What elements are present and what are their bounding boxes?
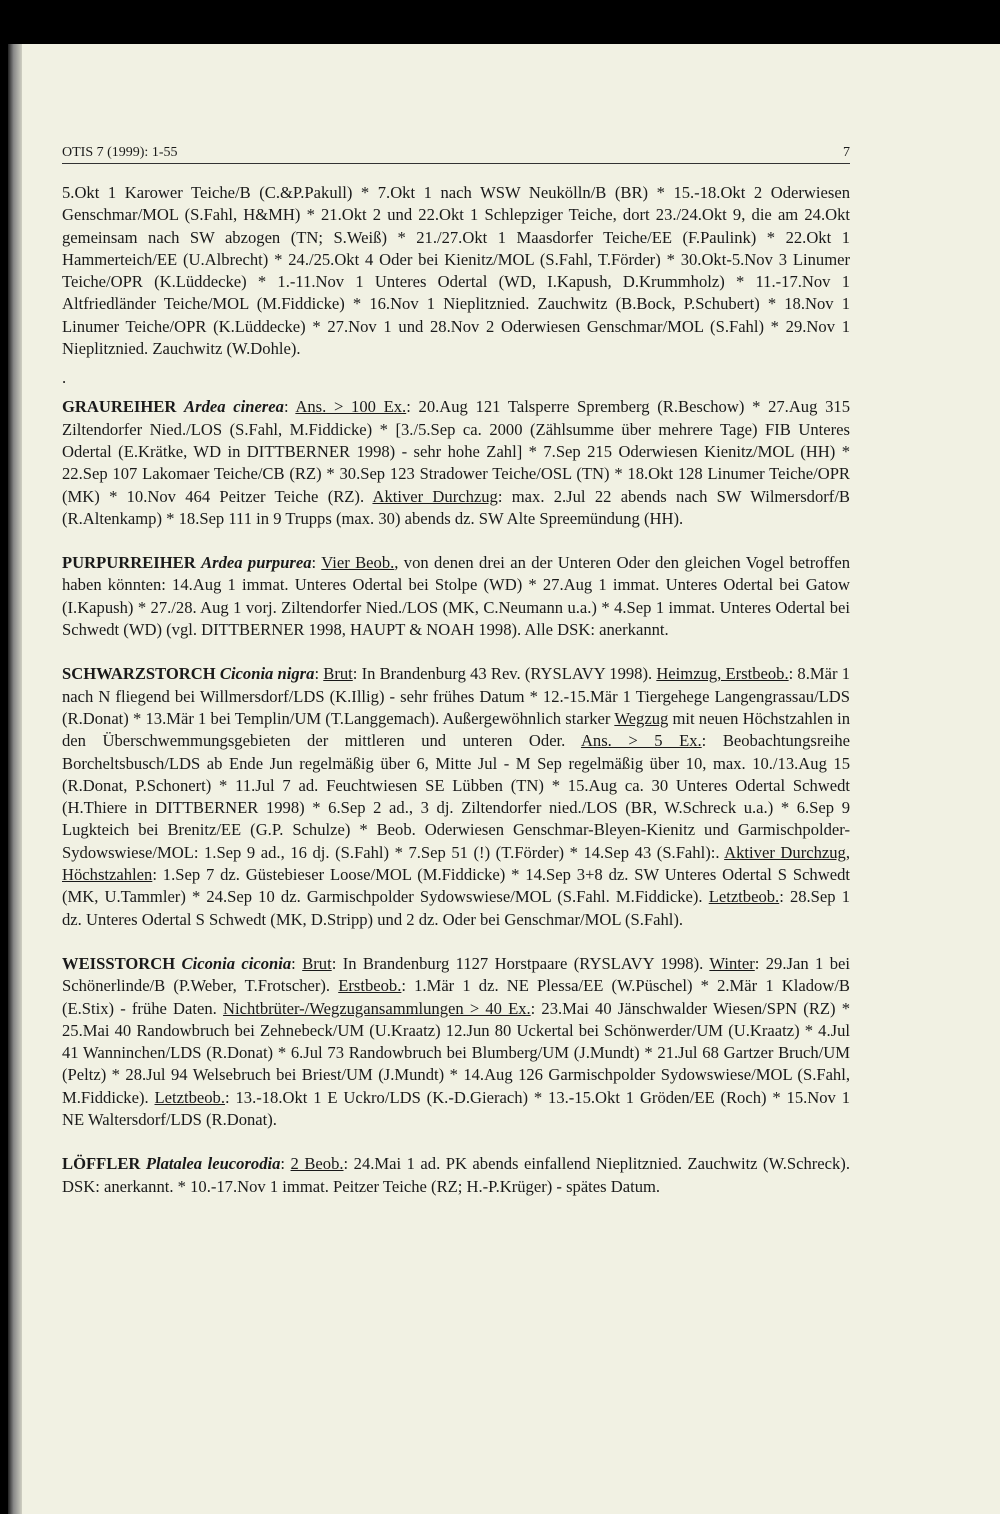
entry-text: : 20.Aug 121 Talsperre Spremberg (R.Beschow) * 27.Aug 315 Ziltendorfer Nied./LOS (S.Fahl, M.Fiddicke) * [3./5.Sep ca. 2000 (Zählsumme über mehrere Tage) FIB Unteres Odertal (E.Krätke, WD in DITTBERNER 1998) - sehr hohe Zahl] * 7.Sep 215 Oderwiesen Kienitz/MOL (HH) * 22.Sep 107 Lakomaer Teiche/CB (RZ) * 30.Sep 123 Stradower Teiche/OSL (TN) * 18.Okt 128 Linumer Teiche/OPR (MK) * 10.Nov 464 Peitzer Teiche (RZ). <box>62 397 850 506</box>
entry-text: : 29.Jan 1 bei Schönerlinde/B (P.Weber, T.Frotscher). <box>62 953 850 996</box>
scientific-name: Ardea purpurea <box>201 553 312 573</box>
section-label: Winter <box>709 953 755 973</box>
section-label: Ans. > 5 Ex. <box>580 731 702 751</box>
scientific-name: Ciconia ciconia <box>181 953 292 973</box>
section-label: 2 Beob. <box>290 1154 344 1174</box>
section-label: Heimzug, Erstbeob. <box>656 664 789 684</box>
section-label: Aktiver Durchzug, Höchstzahlen <box>62 842 850 885</box>
section-label: Wegzug <box>614 708 669 728</box>
journal-citation: OTIS 7 (1999): 1-55 <box>62 145 178 160</box>
colon: : <box>314 664 320 684</box>
entry-text: : In Brandenburg 1127 Horstpaare (RYSLAVY 1998). <box>331 953 710 973</box>
entry-text: : 28.Sep 1 dz. Unteres Odertal S Schwedt (MK, D.Stripp) und 2 dz. Oder bei Genschmar/MOL (S.Fahl). <box>62 887 851 929</box>
intro-paragraph: 5.Okt 1 Karower Teiche/B (C.&P.Pakull) * 7.Okt 1 nach WSW Neukölln/B (BR) * 15.-18.Okt 2 Oderwiesen Genschmar/MOL (S.Fahl, H&MH) * 21.Okt 2 und 22.Okt 1 Schlepziger Teiche, dort 23./24.Okt 9, die am 24.Okt gemeinsam nach SW abzogen (TN; S.Weiß) * 21./27.Okt 1 Maasdorfer Teiche/EE (F.Paulink) * 22.Okt 1 Hammerteich/EE (U.Albrecht) * 24./25.Okt 4 Oder bei Kienitz/MOL (S.Fahl, T.Förder) * 30.Okt-5.Nov 3 Linumer Teiche/OPR (K.Lüddecke) * 1.-11.Nov 1 Unteres Odertal (WD, I.Kapush, D.Krummholz) * 11.-17.Nov 1 Altfriedländer Teiche/MOL (M.Fiddicke) * 16.Nov 1 Nieplitznied. Zauchwitz (B.Bock, P.Schubert) * 18.Nov 1 Linumer Teiche/OPR (K.Lüddecke) * 27.Nov 1 und 28.Nov 2 Oderwiesen Genschmar/MOL (S.Fahl) * 29.Nov 1 Nieplitznied. Zauchwitz (W.Dohle). <box>62 183 850 359</box>
section-label: Letztbeob. <box>154 1087 226 1107</box>
species-name: GRAUREIHER <box>62 397 177 417</box>
entry-text: : Beobachtungsreihe Borcheltsbusch/LDS ab Ende Jun regelmäßig über 6, Mitte Jul - M Sep regelmäßig über 10, max. 10./13.Aug 15 (R.Donat, P.Schonert) * 11.Jul 7 ad. Feuchtwiesen SE Lübben (TN) * 15.Aug ca. 30 Unteres Odertal Schwedt (H.Thiere in DITTBERNER 1998) * 6.Sep 2 ad., 3 dj. Ziltendorfer nied./LOS (BR, W.Schreck u.a.) * 6.Sep 9 Lugkteich bei Brenitz/EE (G.P. Schulze) * Beob. Oderwiesen Genschmar-Bleyen-Kienitz und Garmischpolder-Sydowswiese/MOL: 1.Sep 9 ad., 16 dj. (S.Fahl) * 7.Sep 51 (!) (T.Förder) * 14.Sep 43 (S.Fahl):. <box>62 731 850 862</box>
entry-text: : max. 2.Jul 22 abends nach SW Wilmersdorf/B (R.Altenkamp) * 18.Sep 111 in 9 Trupps (max. 30) abends dz. SW Alte Spreemündung (HH). <box>62 486 851 528</box>
section-label: Brut <box>323 664 353 684</box>
section-label: Brut <box>302 953 332 973</box>
page-number: 7 <box>843 145 850 160</box>
species-name: PURPURREIHER <box>62 553 196 573</box>
colon: : <box>311 553 317 573</box>
species-entry-weissstorch <box>62 953 850 1131</box>
running-header <box>62 143 850 164</box>
entry-text: : 8.Mär 1 nach N fliegend bei Willmersdorf/LDS (K.Illig) - sehr frühes Datum * 12.-15.Mär 1 Tiergehege Langengrassau/LDS (R.Donat) * 13.Mär 1 bei Templin/UM (T.Langgemach). Außergewöhnlich starker <box>62 664 850 728</box>
species-entry-schwarzstorch <box>62 663 850 931</box>
species-name: SCHWARZSTORCH <box>62 664 216 684</box>
article-body <box>62 182 850 1220</box>
species-entry-loeffler <box>62 1153 850 1198</box>
section-label: Nichtbrüter-/Wegzugansammlungen > 40 Ex. <box>222 998 531 1018</box>
colon: : <box>280 1154 286 1174</box>
species-name: LÖFFLER <box>62 1154 141 1174</box>
entry-text: : In Brandenburg 43 Rev. (RYSLAVY 1998). <box>352 664 657 684</box>
entry-text: : 24.Mai 1 ad. PK abends einfallend Nieplitznied. Zauchwitz (W.Schreck). DSK: anerkannt. * 10.-17.Nov 1 immat. Peitzer Teiche (RZ; H.-P.Krüger) - spätes Datum. <box>62 1154 850 1196</box>
colon: : <box>283 397 289 417</box>
entry-text: , von denen drei an der Unteren Oder den gleichen Vogel betroffen haben könnten: 14.Aug 1 immat. Unteres Odertal bei Stolpe (WD) * 27.Aug 1 immat. Unteres Odertal bei Gatow (I.Kapush) * 27./28. Aug 1 vorj. Ziltendorfer Nied./LOS (MK, C.Neumann u.a.) * 4.Sep 1 immat. Unteres Odertal bei Schwedt (WD) (vgl. DITTBERNER 1998, HAUPT & NOAH 1998). Alle DSK: anerkannt. <box>62 553 851 640</box>
stray-dot: . <box>62 368 67 388</box>
scientific-name: Ciconia nigra <box>219 664 315 684</box>
scientific-name: Platalea leucorodia <box>145 1154 281 1174</box>
colon: : <box>291 953 296 973</box>
scientific-name: Ardea cinerea <box>184 397 284 417</box>
section-label: Ans. > 100 Ex. <box>295 397 407 417</box>
section-label: Vier Beob. <box>321 553 395 573</box>
species-entry-graureiher <box>62 396 850 530</box>
entry-text: : 1.Sep 7 dz. Güstebieser Loose/MOL (M.Fiddicke) * 14.Sep 3+8 dz. SW Unteres Odertal S Schwedt (MK, U.Tammler) * 24.Sep 10 dz. Garmischpolder Sydowswiese/MOL (S.Fahl. M.Fiddicke). <box>62 865 850 907</box>
species-name: WEISSTORCH <box>62 953 176 973</box>
entry-text: : 13.-18.Okt 1 E Uckro/LDS (K.-D.Gierach) * 13.-15.Okt 1 Gröden/EE (Roch) * 15.Nov 1 NE Waltersdorf/LDS (R.Donat). <box>62 1087 851 1129</box>
section-label: Letztbeob. <box>708 887 780 907</box>
entry-text: : 1.Mär 1 dz. NE Plessa/EE (W.Püschel) * 2.Mär 1 Kladow/B (E.Stix) - frühe Daten. <box>62 976 850 1018</box>
section-label: Aktiver Durchzug <box>372 486 498 506</box>
species-entry-purpurreiher <box>62 552 850 641</box>
page-edge-shadow <box>8 44 22 1514</box>
section-label: Erstbeob. <box>338 976 402 996</box>
entry-text: mit neuen Höchstzahlen in den Überschwemmungsgebieten der mittleren und unteren Oder. <box>62 708 851 751</box>
entry-text: : 23.Mai 40 Jänschwalder Wiesen/SPN (RZ) * 25.Mai 40 Randowbruch bei Zehnebeck/UM (U.Kraatz) 12.Jun 80 Uckertal bei Schönwerder/UM (U.Kraatz) * 4.Jul 41 Wanninchen/LDS (R.Donat) * 6.Jul 73 Randowbruch bei Blumberg/UM (J.Mundt) * 21.Jul 68 Gartzer Bruch/UM (Peltz) * 28.Jul 94 Welsebruch bei Briest/UM (J.Mundt) * 14.Aug 126 Garmischpolder Sydowswiese/MOL (S.Fahl, M.Fiddicke). <box>62 998 851 1107</box>
